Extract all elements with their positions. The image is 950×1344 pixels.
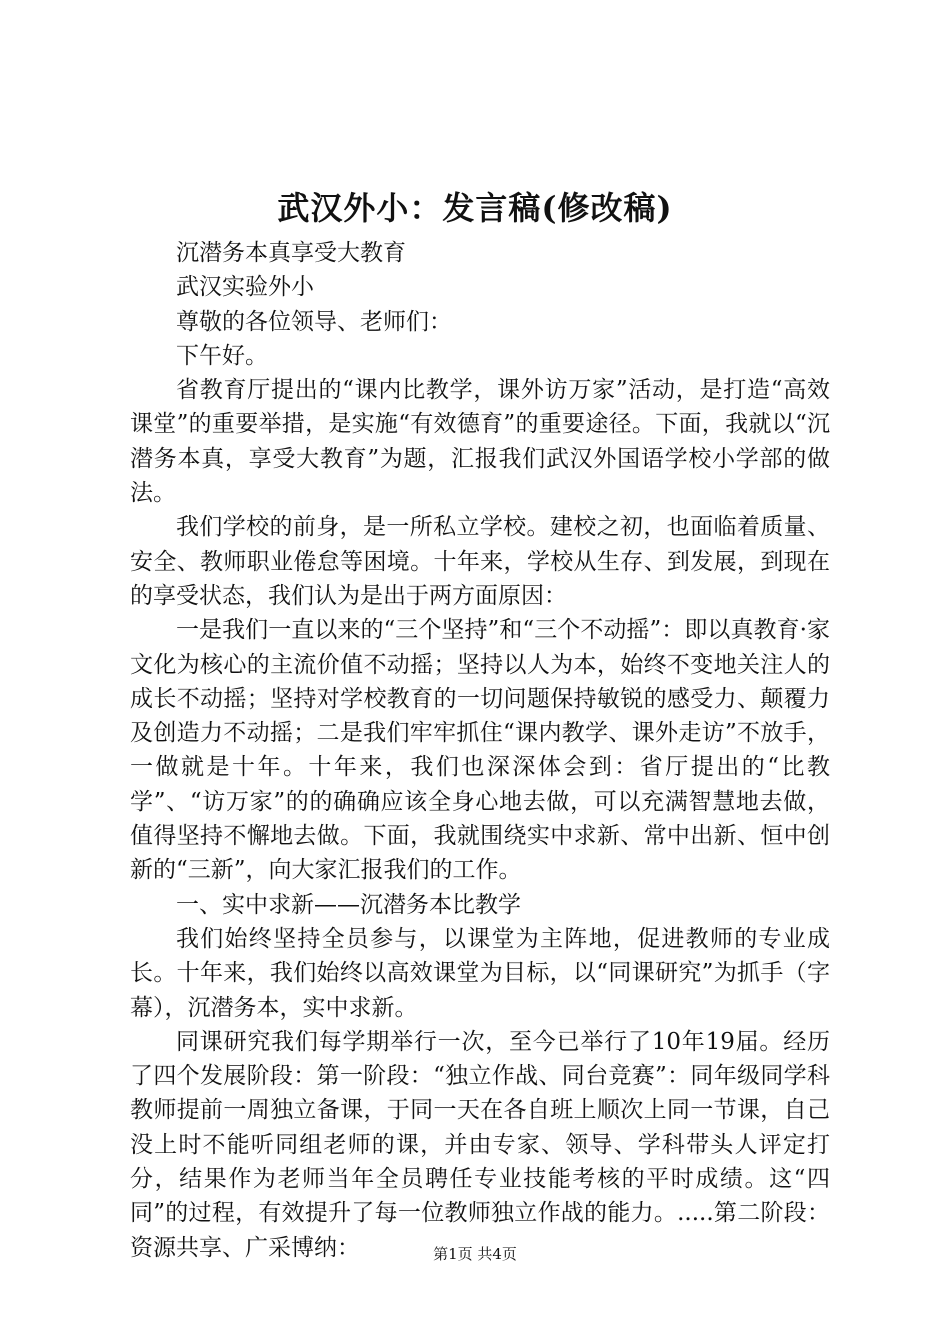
paragraph-subtitle: 沉潜务本真享受大教育 [176, 240, 406, 266]
paragraph-greeting: 下午好。 [176, 342, 268, 369]
paragraph: 同课研究我们每学期举行一次，至今已举行了10年19届。经历了四个发展阶段：第一阶段：“独立作战、同台竞赛”：同年级同学科教师提前一周独立备课，于同一天在各自班上顺次上同一节课，自己没上时不能听同组老师的课，并由专家、领导、学科带头人评定打分，结果作为老师当年全员聘任专业技能考核的平时成绩。这“四同”的过程，有效提升了每一位教师独立作战的能力。.....第二阶段：资源共享、广采博纳： [130, 1028, 830, 1261]
document-title: 武汉外小：发言稿(修改稿) [277, 189, 673, 227]
paragraph: 我们学校的前身，是一所私立学校。建校之初，也面临着质量、安全、教师职业倦怠等困境。十年来，学校从生存、到发展，到现在的享受状态，我们认为是出于两方面原因： [130, 514, 830, 609]
paragraph: 我们始终坚持全员参与，以课堂为主阵地，促进教师的专业成长。十年来，我们始终以高效课堂为目标，以“同课研究”为抓手（字幕），沉潜务本，实中求新。 [130, 925, 830, 1021]
document-body [130, 236, 830, 1265]
paragraph: 一是我们一直以来的“三个坚持”和“三个不动摇”：即以真教育·家文化为核心的主流价值不动摇；坚持以人为本，始终不变地关注人的成长不动摇；坚持对学校教育的一切问题保持敏锐的感受力、颠覆力及创造力不动摇；二是我们牢牢抓住“课内教学、课外走访”不放手，一做就是十年。十年来，我们也深深体会到：省厅提出的“比教学”、“访万家”的的确确应该全身心地去做，可以充满智慧地去做，值得坚持不懈地去做。下面，我就围绕实中求新、常中出新、恒中创新的“三新”，向大家汇报我们的工作。 [130, 617, 830, 884]
paragraph-salutation: 尊敬的各位领导、老师们： [176, 308, 452, 335]
paragraph: 省教育厅提出的“课内比教学，课外访万家”活动，是打造“高效课堂”的重要举措，是实施“有效德育”的重要途径。下面，我就以“沉潜务本真，享受大教育”为题，汇报我们武汉外国语学校小学部的做法。 [130, 377, 830, 507]
paragraph-school: 武汉实验外小 [176, 274, 314, 301]
page-footer: 第1页 共4页 [433, 1245, 517, 1263]
section-heading: 一、实中求新——沉潜务本比教学 [176, 891, 521, 918]
